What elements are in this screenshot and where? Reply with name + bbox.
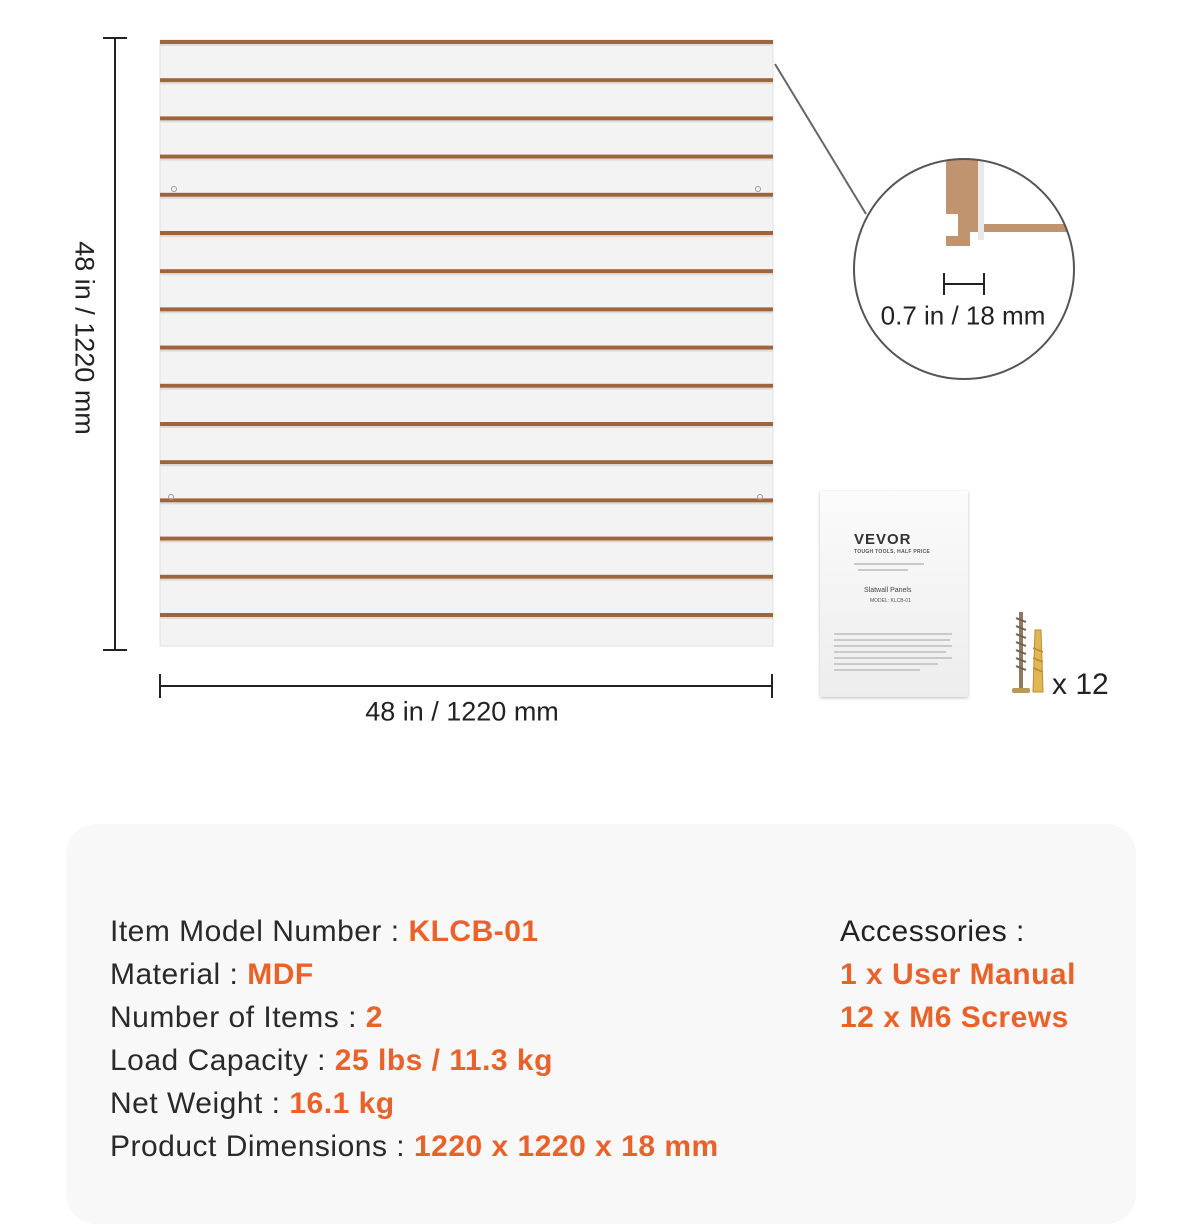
height-dimension-line	[103, 38, 127, 650]
panel-slot	[160, 193, 773, 197]
accessories-label: Accessories :	[840, 915, 1025, 948]
spec-value: 16.1 kg	[289, 1087, 395, 1120]
width-label: 48 in / 1220 mm	[365, 696, 559, 727]
panel-slot	[160, 78, 773, 82]
panel-slot	[160, 269, 773, 273]
panel-slot	[160, 384, 773, 388]
slot-shadow	[160, 235, 773, 237]
spec-label: Number of Items :	[110, 1001, 366, 1034]
slot-shadow	[160, 541, 773, 543]
slot-shadow	[160, 44, 773, 46]
fine-print	[858, 569, 908, 571]
slot-shadow	[160, 350, 773, 352]
user-manual-image	[820, 491, 968, 697]
width-dimension-line	[160, 674, 772, 698]
manual-model: MODEL: KLCB-01	[870, 598, 911, 604]
fine-print	[834, 639, 950, 641]
spec-label: Material :	[110, 958, 248, 991]
spec-net-weight	[110, 1082, 395, 1125]
panel-slot	[160, 346, 773, 350]
fine-print	[834, 663, 938, 665]
slot-shadow	[160, 82, 773, 84]
accessory-item: 1 x User Manual	[840, 958, 1076, 991]
fine-print	[854, 563, 924, 565]
spec-product-dimensions	[110, 1125, 719, 1168]
spec-number-of-items	[110, 996, 383, 1039]
slot-shadow	[160, 426, 773, 428]
specifications-card	[66, 824, 1136, 1224]
height-label: 48 in / 1220 mm	[69, 241, 100, 435]
panel-slot	[160, 498, 773, 502]
slot-shadow	[160, 579, 773, 581]
spec-load-capacity	[110, 1039, 553, 1082]
accessory-item: 12 x M6 Screws	[840, 1001, 1069, 1034]
fine-print	[834, 633, 952, 635]
wall-anchor-icon	[1033, 630, 1043, 692]
spec-value: MDF	[247, 958, 314, 991]
spec-value: 2	[365, 1001, 383, 1034]
spec-label: Net Weight :	[110, 1087, 290, 1120]
spec-label: Item Model Number :	[110, 915, 409, 948]
slot-shadow	[160, 273, 773, 275]
panel-slot	[160, 40, 773, 44]
panel-slot	[160, 155, 773, 159]
thickness-label: 0.7 in / 18 mm	[880, 300, 1046, 331]
screw-icon	[1012, 612, 1030, 693]
fine-print	[834, 651, 946, 653]
panel-slot	[160, 613, 773, 617]
fine-print	[834, 645, 952, 647]
panel-slot	[160, 460, 773, 464]
panel-slot	[160, 422, 773, 426]
slot-shadow	[160, 502, 773, 504]
fine-print	[834, 657, 952, 659]
slot-shadow	[160, 617, 773, 619]
panel-slot	[160, 231, 773, 235]
slot-shadow	[160, 311, 773, 313]
spec-value: KLCB-01	[408, 915, 539, 948]
slot-shadow	[160, 464, 773, 466]
fine-print	[834, 669, 920, 671]
slatwall-panel	[160, 40, 773, 646]
spec-value: 1220 x 1220 x 18 mm	[413, 1130, 719, 1163]
accessories-block	[840, 910, 1076, 1039]
screw-quantity-label: x 12	[1052, 668, 1109, 701]
panel-slot	[160, 116, 773, 120]
slot-shadow	[160, 388, 773, 390]
manual-title: Slatwall Panels	[864, 587, 912, 594]
spec-label: Load Capacity :	[110, 1044, 335, 1077]
manual-brand-logo: VEVOR	[854, 531, 912, 548]
spec-label: Product Dimensions :	[110, 1130, 414, 1163]
slot-shadow	[160, 120, 773, 122]
panel-slot	[160, 575, 773, 579]
panel-face	[983, 160, 1093, 224]
slot-shadow	[160, 197, 773, 199]
callout-line	[775, 64, 866, 214]
slot-shadow	[160, 159, 773, 161]
thickness-magnifier	[854, 150, 1093, 379]
spec-model-number	[110, 910, 539, 953]
panel-slot	[160, 537, 773, 541]
panel-slot	[160, 307, 773, 311]
manual-tagline: TOUGH TOOLS, HALF PRICE	[854, 549, 931, 555]
spec-value: 25 lbs / 11.3 kg	[334, 1044, 553, 1077]
spec-material	[110, 953, 314, 996]
